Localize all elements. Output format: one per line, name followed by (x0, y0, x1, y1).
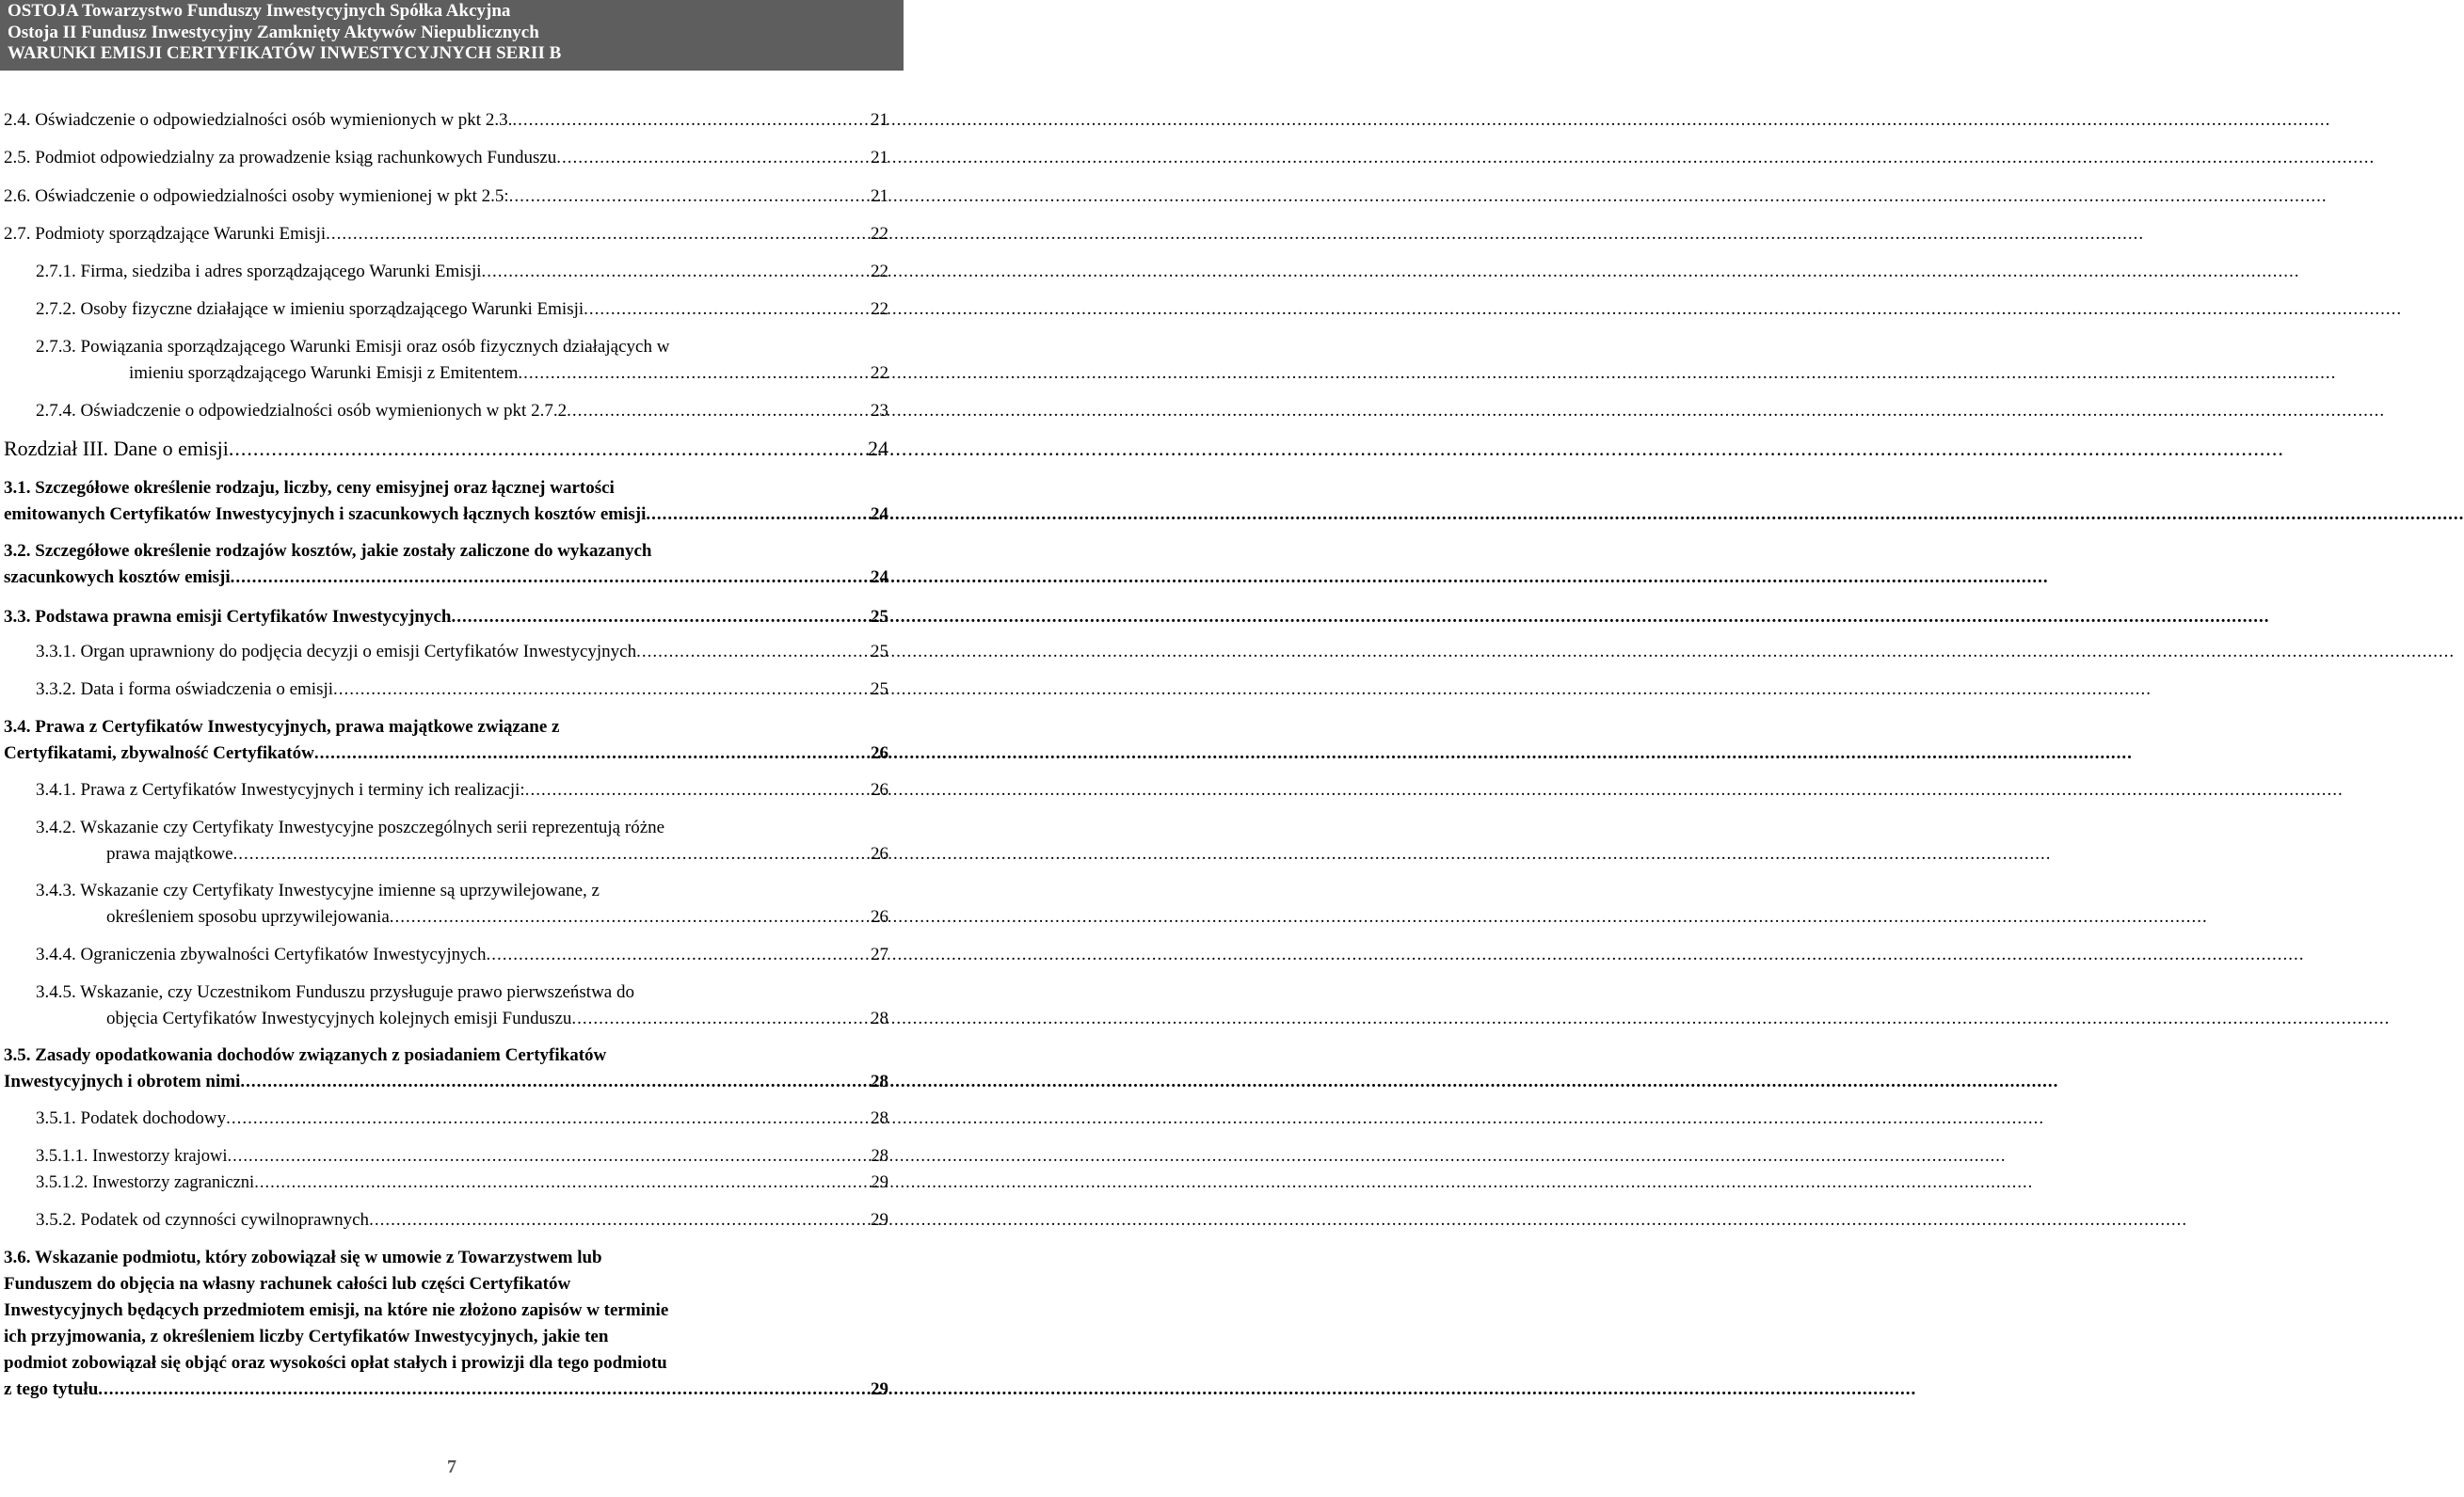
toc-entry-3-4-4[interactable]: 3.4.4. Ograniczenia zbywalności Certyfikatów Inwestycyjnych ..... 27 (36, 942, 888, 968)
toc-entry-3-6[interactable]: 3.6. Wskazanie podmiotu, który zobowiązał się w umowie z Towarzystwem lub Funduszem do objęcia na własny rachunek całości lub części Certyfikatów Inwestycyjnych będących przedmiotem emisji, na które nie złożono zapisów w terminie ich przyjmowania, z określeniem liczby Certyfikatów Inwestycyjnych, jakie ten podmiot zobowiązał się objąć oraz wysokości opłat stałych i prowizji dla tego podmiotu z tego tytułu ..... 29 (4, 1245, 888, 1403)
toc-entry-3-4-3[interactable]: 3.4.3. Wskazanie czy Certyfikaty Inwestycyjne imienne są uprzywilejowane, z określeniem sposobu uprzywilejowania ..... 26 (36, 878, 888, 931)
toc-entry-3-4[interactable]: 3.4. Prawa z Certyfikatów Inwestycyjnych, prawa majątkowe związane z Certyfikatami, zbywalność Certyfikatów ..... 26 (4, 714, 888, 767)
toc-entry-3-5[interactable]: 3.5. Zasady opodatkowania dochodów związanych z posiadaniem Certyfikatów Inwestycyjnych i obrotem nimi ..... 28 (4, 1043, 888, 1095)
toc-entry-3-3[interactable]: 3.3. Podstawa prawna emisji Certyfikatów Inwestycyjnych ..... 25 (4, 604, 888, 630)
toc-entry-3-2[interactable]: 3.2. Szczegółowe określenie rodzajów kosztów, jakie zostały zaliczone do wykazanych szacunkowych kosztów emisji ..... 24 (4, 538, 888, 591)
toc-entry-2-4[interactable]: 2.4. Oświadczenie o odpowiedzialności osób wymienionych w pkt 2.3. ..... 21 (4, 107, 888, 134)
toc-entry-2-5[interactable]: 2.5. Podmiot odpowiedzialny za prowadzenie ksiąg rachunkowych Funduszu ..... 21 (4, 145, 888, 171)
toc-entry-3-5-1[interactable]: 3.5.1. Podatek dochodowy ..... 28 (36, 1106, 888, 1132)
toc-entry-2-7-2[interactable]: 2.7.2. Osoby fizyczne działające w imieniu sporządzającego Warunki Emisji ..... 22 (36, 296, 888, 323)
header-fund: Ostoja II Fundusz Inwestycyjny Zamknięty Aktywów Niepublicznych (8, 23, 539, 42)
page-number: 7 (447, 1457, 456, 1477)
header-company: OSTOJA Towarzystwo Funduszy Inwestycyjnych Spółka Akcyjna (8, 1, 511, 21)
toc-entry-3-4-2[interactable]: 3.4.2. Wskazanie czy Certyfikaty Inwestycyjne poszczególnych serii reprezentują różne prawa majątkowe ..... 26 (36, 815, 888, 868)
toc-entry-2-7-4[interactable]: 2.7.4. Oświadczenie o odpowiedzialności osób wymienionych w pkt 2.7.2 ..... 23 (36, 398, 888, 424)
toc-entry-3-5-1-1[interactable]: 3.5.1.1. Inwestorzy krajowi ..... 28 (36, 1143, 888, 1170)
toc-entry-2-6[interactable]: 2.6. Oświadczenie o odpowiedzialności osoby wymienionej w pkt 2.5: ..... 21 (4, 183, 888, 210)
document-header (0, 0, 904, 71)
toc-entry-3-5-2[interactable]: 3.5.2. Podatek od czynności cywilnoprawnych ..... 29 (36, 1207, 888, 1234)
toc-entry-3-4-1[interactable]: 3.4.1. Prawa z Certyfikatów Inwestycyjnych i terminy ich realizacji: ..... 26 (36, 777, 888, 804)
toc-entry-3-3-2[interactable]: 3.3.2. Data i forma oświadczenia o emisji ..... 25 (36, 677, 888, 703)
toc-entry-3-5-1-2[interactable]: 3.5.1.2. Inwestorzy zagraniczni ..... 29 (36, 1170, 888, 1196)
toc-entry-2-7-3[interactable]: 2.7.3. Powiązania sporządzającego Warunki Emisji oraz osób fizycznych działających w imieniu sporządzającego Warunki Emisji z Emitentem ..... 22 (36, 334, 888, 387)
toc-entry-chapter-3[interactable]: Rozdział III. Dane o emisji ..... 24 (4, 434, 888, 464)
toc-entry-3-4-5[interactable]: 3.4.5. Wskazanie, czy Uczestnikom Funduszu przysługuje prawo pierwszeństwa do objęcia Certyfikatów Inwestycyjnych kolejnych emisji Funduszu ..... 28 (36, 979, 888, 1032)
toc-entry-3-1[interactable]: 3.1. Szczegółowe określenie rodzaju, liczby, ceny emisyjnej oraz łącznej wartości emitowanych Certyfikatów Inwestycyjnych i szacunkowych łącznych kosztów emisji ..... 24 (4, 475, 888, 528)
header-title: WARUNKI EMISJI CERTYFIKATÓW INWESTYCYJNYCH SERII B (8, 43, 562, 63)
toc-entry-3-3-1[interactable]: 3.3.1. Organ uprawniony do podjęcia decyzji o emisji Certyfikatów Inwestycyjnych ..... 25 (36, 639, 888, 665)
toc-entry-2-7-1[interactable]: 2.7.1. Firma, siedziba i adres sporządzającego Warunki Emisji ..... 22 (36, 259, 888, 285)
toc-entry-2-7[interactable]: 2.7. Podmioty sporządzające Warunki Emisji ..... 22 (4, 221, 888, 247)
